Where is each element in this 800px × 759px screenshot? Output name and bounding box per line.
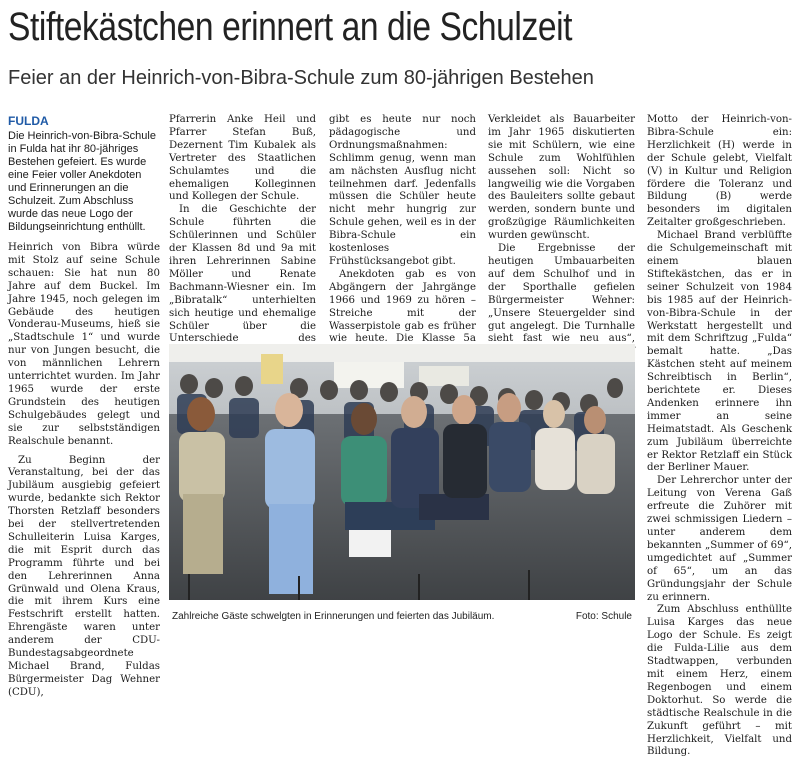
article-column-4 [488, 114, 635, 372]
headline: Stiftekästchen erinnert an die Schulzeit [8, 5, 573, 49]
caption-text: Zahlreiche Gäste schwelgten in Erinnerungen und feierten das Jubiläum. [172, 611, 495, 622]
body-paragraph: Die Ergebnisse der heutigen Umbauarbeiten auf dem Schulhof und in der Sporthalle gefielen Bürgermeister Wehner: „Unsere Steuergelder sind gut angelegt. Die Turnhalle sieht fast wie neu aus“, [488, 243, 635, 345]
body-paragraph: In die Geschichte der Schule führten die Schülerinnen und Schüler der Klassen 8d und 9a mit ihren Lehrerinnen Sabine Möller und Renate Bachmann-Wiesner ein. Im „Bibratalk“ unterhielten sich heutige und ehemalige Schüler über die Unterschiede des [169, 204, 316, 345]
dateline: FULDA [8, 114, 49, 128]
body-paragraph: Heinrich von Bibra würde mit Stolz auf seine Schule schauen: Sie hat nun 80 Jahre auf dem Buckel. Im Jahre 1945, noch gelegen im Gebäude des heutigen Vonderau-Museums, hieß sie „Stadtschule 1“ und wurde nur von Jungen besucht, die von männlichen Lehrern unterrichtet wurden. Im Jahr 1965 wurde der erste Grundstein des heutigen Schulgebäudes gelegt und sie zur selbstständigen Realschule benannt. [8, 242, 160, 447]
body-paragraph: Motto der Heinrich-von-Bibra-Schule ein: Herzlichkeit (H) werde in der Schule gelebt, Vielfalt (V) in Kultur und Religion fördere die Toleranz und Bildung (B) werde besonders im digitalen Zeitalter großgeschrieben. [647, 114, 792, 229]
body-paragraph: Verkleidet als Bauarbeiter im Jahr 1965 diskutierten sie mit Schülern, wie eine Schule zum Wohlfühlen aussehen soll: Nicht so langweilig wie die Vorgaben des Bauleiters sollte gebaut werden, sondern bunte und großzügige Räumlichkeiten wurden gewünscht. [488, 114, 635, 242]
photo-caption [172, 611, 632, 623]
body-paragraph: Michael Brand verblüffte die Schulgemeinschaft mit einem blauen Stiftekästchen, das er in seiner Schulzeit von 1984 bis 1985 auf der Heinrich-von-Bibra-Schule in der Werkstatt hergestellt und mit dem Schriftzug „Fulda“ bemalt hatte. „Das Kästchen steht auf meinem Schreibtisch in Berlin“, berichtete er. Dieses Andenken erinnere ihn immer an seine Heimatstadt. Als Geschenk zum Jubiläum überreichte er Rektor Retzlaff ein Stück der Berliner Mauer. [647, 230, 792, 474]
body-paragraph: gibt es heute nur noch pädagogische und Ordnungsmaßnahmen: Schlimm genug, wenn man am nächsten Ausflug nicht teilnehmen darf. Jedenfalls müssen die Schüler heute nicht mehr hungrig zur Schule gehen, weil es in der Bibra-Schule ein kostenloses Frühstücksangebot gibt. [329, 114, 476, 267]
audience-photo-illustration [169, 344, 635, 600]
body-paragraph: Pfarrerin Anke Heil und Pfarrer Stefan Buß, Dezernent Tim Kubalek als Vertreter des Staatlichen Schulamtes und die ehemaligen Kolleginnen und Kollegen der Schule. [169, 114, 316, 203]
event-photo [169, 344, 635, 600]
body-paragraph: Zu Beginn der Veranstaltung, bei der das Jubiläum ausgiebig gefeiert wurde, bedankte sich Rektor Thorsten Retzlaff besonders bei der stellvertretenden Schulleiterin Luisa Karges, die mit Esprit durch das Programm führte und bei den Lehrerinnen Anna Grünwald und Olena Kraus, die mit ihrem Kurs eine Festschrift erstellt hatten. Ehrengäste waren unter anderem der CDU-Bundestagsabgeordnete Michael Brand, Fuldas Bürgermeister Dag Wehner (CDU), [8, 454, 160, 698]
body-paragraph: Zum Abschluss enthüllte Luisa Karges das neue Logo der Schule. Es zeigt die Fulda-Lilie aus dem Stadtwappen, verbunden mit einem Herz, einem Regenbogen und einem Doktorhut. So werde die städtische Realschule in die Zukunft geführt – mit Herzlichkeit, Vielfalt und Bildung. [647, 604, 792, 758]
article-column-5 [647, 114, 792, 759]
subheadline: Feier an der Heinrich-von-Bibra-Schule zum 80-jährigen Bestehen [8, 67, 594, 89]
photo-credit: Foto: Schule [575, 611, 632, 622]
article-column-1 [8, 114, 160, 700]
body-paragraph: Anekdoten gab es von Abgängern der Jahrgänge 1966 und 1969 zu hören – Streiche mit der Wasserpistole gab es früher wie heute. Die Klasse 5a [329, 268, 476, 345]
body-paragraph: Der Lehrerchor unter der Leitung von Verena Gaß erfreute die Zuhörer mit zwei schmissigen Liedern – unter anderem dem bekannten „Summer of 69“, umgedichtet auf „Summer of 65“, um an das Gründungsjahr der Schule zu erinnern. [647, 475, 792, 603]
lead-paragraph: Die Heinrich-von-Bibra-Schule in Fulda hat ihr 80-jähriges Bestehen gefeiert. Es wurde eine Feier voller Anekdoten und Erinnerungen an die Schulzeit. Zum Abschluss wurde das neue Logo der Bildungseinrichtung enthüllt. [8, 130, 156, 233]
